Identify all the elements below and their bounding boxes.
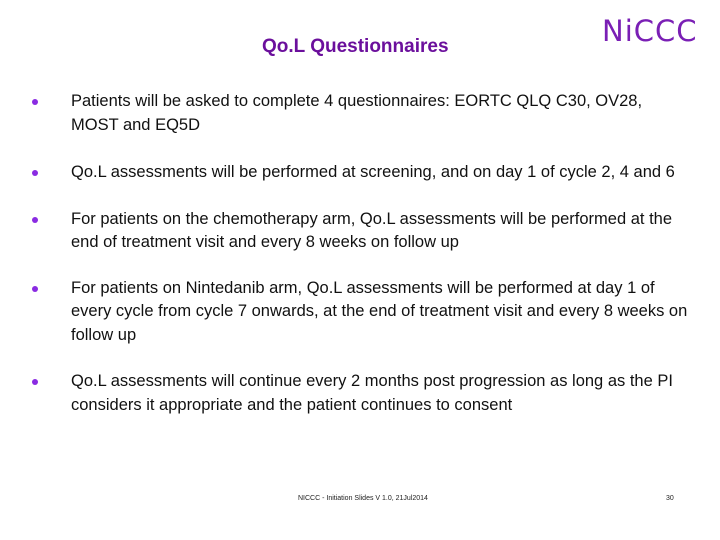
- page-number: 30: [666, 495, 674, 502]
- bullet-item: [32, 370, 692, 417]
- bullet-dot-icon: [32, 379, 38, 385]
- bullet-dot-icon: [32, 217, 38, 223]
- slide-title: Qo.L Questionnaires: [262, 36, 449, 57]
- bullet-dot-icon: [32, 286, 38, 292]
- bullet-text: For patients on Nintedanib arm, Qo.L assessments will be performed at day 1 of every cycle from cycle 7 onwards, at the end of treatment visit and every 8 weeks on follow up: [71, 278, 688, 344]
- bullet-list: [32, 90, 692, 417]
- bullet-item: [32, 90, 692, 137]
- bullet-dot-icon: [32, 99, 38, 105]
- bullet-text: Qo.L assessments will continue every 2 months post progression as long as the PI considers it appropriate and the patient continues to consent: [71, 372, 673, 414]
- bullet-item: [32, 277, 692, 348]
- bullet-item: [32, 208, 692, 255]
- niccc-logo: NiCCC: [602, 14, 698, 48]
- footer-text: NICCC - Initiation Slides V 1.0, 21Jul2014: [298, 495, 428, 502]
- bullet-text: For patients on the chemotherapy arm, Qo.L assessments will be performed at the end of treatment visit and every 8 weeks on follow up: [71, 209, 673, 251]
- bullet-text: Qo.L assessments will be performed at screening, and on day 1 of cycle 2, 4 and 6: [71, 163, 675, 181]
- bullet-text: Patients will be asked to complete 4 questionnaires: EORTC QLQ C30, OV28, MOST and EQ5D: [71, 92, 643, 134]
- bullet-item: [32, 161, 692, 185]
- bullet-dot-icon: [32, 170, 38, 176]
